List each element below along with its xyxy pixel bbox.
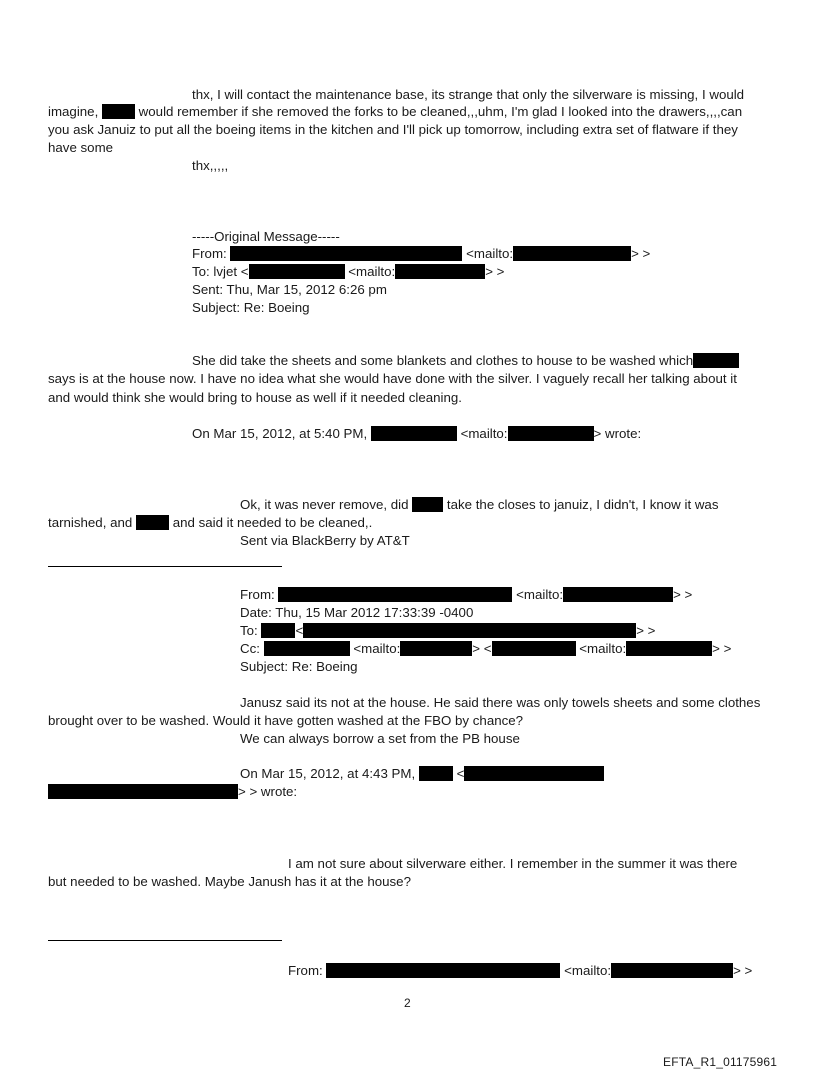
redaction-block (261, 623, 295, 638)
orig-from-line (192, 245, 650, 262)
document-id-footer: EFTA_R1_01175961 (663, 1055, 778, 1069)
reply4-line1: Janusz said its not at the house. He said there was only towels sheets and some clothes (240, 695, 761, 710)
h3-from-close: > > (733, 963, 753, 978)
redaction-block (48, 784, 238, 799)
h2-to-line (240, 622, 655, 639)
redaction-block (264, 641, 350, 656)
quote1-mailto: <mailto: (460, 426, 508, 441)
reply1-line3: you ask Januiz to put all the boeing items in the kitchen and I'll pick up tomorrow, including extra set of flatware if they (48, 122, 738, 137)
h2-cc-mid: > < (472, 641, 492, 656)
h2-cc-mailto-1: <mailto: (353, 641, 401, 656)
h2-cc-line (240, 640, 731, 657)
h2-cc-mailto-2: <mailto: (579, 641, 627, 656)
redaction-block (419, 766, 453, 781)
redaction-block (563, 587, 673, 602)
h2-cc-label: Cc: (240, 641, 260, 656)
h2-to-label: To: (240, 623, 258, 638)
h2-from-line (240, 586, 692, 603)
reply3-line1a: Ok, it was never remove, did (240, 497, 409, 512)
orig-from-close: > > (631, 246, 651, 261)
quote1-line (192, 425, 641, 442)
reply2-line1-text: She did take the sheets and some blankets and clothes to house to be washed which (192, 353, 694, 368)
original-message-divider: -----Original Message----- (192, 229, 340, 244)
redaction-block (508, 426, 594, 441)
redaction-block (611, 963, 733, 978)
h3-from-label: From: (288, 963, 323, 978)
orig-to-text: To: lvjet < (192, 264, 249, 279)
h2-cc-close: > > (712, 641, 732, 656)
reply4-line3: We can always borrow a set from the PB house (240, 731, 520, 746)
h2-subject: Subject: Re: Boeing (240, 659, 358, 674)
sent-via-blackberry: Sent via BlackBerry by AT&T (240, 533, 410, 548)
reply4-line2: brought over to be washed. Would it have gotten washed at the FBO by chance? (48, 713, 524, 728)
reply5-line2: but needed to be washed. Maybe Janush has it at the house? (48, 874, 411, 889)
reply1-line2b: would remember if she removed the forks to be cleaned,,,uhm, I'm glad I looked into the drawers,,,,can (138, 104, 743, 119)
orig-to-mailto: <mailto: (348, 264, 396, 279)
redaction-block (136, 515, 169, 530)
divider-line (48, 566, 282, 567)
reply3-line2b: and said it needed to be cleaned,. (172, 515, 373, 530)
h2-from-label: From: (240, 587, 275, 602)
redaction-block (278, 587, 512, 602)
reply3-line2 (48, 514, 372, 531)
orig-to-line (192, 263, 504, 280)
reply1-line4: have some (48, 140, 114, 155)
redaction-block (230, 246, 462, 261)
redaction-block (102, 104, 135, 119)
redaction-block (249, 264, 345, 279)
quote1-wrote: > wrote: (593, 426, 642, 441)
h2-to-close: > > (636, 623, 656, 638)
redaction-block (464, 766, 604, 781)
orig-from-label: From: (192, 246, 227, 261)
orig-to-close: > > (485, 264, 505, 279)
h2-from-mailto: <mailto: (516, 587, 564, 602)
reply2-line3: and would think she would bring to house as well if it needed cleaning. (48, 390, 462, 405)
quote2-wrote: > > wrote: (238, 784, 298, 799)
orig-subject: Subject: Re: Boeing (192, 300, 310, 315)
reply2-line1 (192, 352, 739, 369)
redaction-block (371, 426, 457, 441)
reply1-line2 (48, 103, 742, 120)
h3-from-mailto: <mailto: (564, 963, 612, 978)
h2-to-lt: < (295, 623, 304, 638)
h3-from-line (288, 962, 752, 979)
h2-date: Date: Thu, 15 Mar 2012 17:33:39 -0400 (240, 605, 474, 620)
reply3-line2a: tarnished, and (48, 515, 133, 530)
h2-from-close: > > (673, 587, 693, 602)
divider-line (48, 940, 282, 941)
redaction-block (303, 623, 636, 638)
reply2-line2: says is at the house now. I have no idea what she would have done with the silver. I vaguely recall her talking about it (48, 371, 737, 386)
redaction-block (400, 641, 472, 656)
redaction-block (412, 497, 443, 512)
reply3-line1 (240, 496, 718, 513)
orig-sent: Sent: Thu, Mar 15, 2012 6:26 pm (192, 282, 387, 297)
reply5-line1: I am not sure about silverware either. I remember in the summer it was there (288, 856, 738, 871)
redaction-block (492, 641, 576, 656)
reply3-line1b: take the closes to januiz, I didn't, I know it was (446, 497, 719, 512)
redaction-block (693, 353, 739, 368)
quote2-line2 (48, 783, 297, 800)
quote1-on: On Mar 15, 2012, at 5:40 PM, (192, 426, 368, 441)
redaction-block (395, 264, 485, 279)
page-number: 2 (404, 996, 411, 1010)
orig-from-mailto: <mailto: (466, 246, 514, 261)
quote2-on: On Mar 15, 2012, at 4:43 PM, (240, 766, 416, 781)
redaction-block (326, 963, 560, 978)
redaction-block (513, 246, 631, 261)
quote2-line1 (240, 765, 604, 782)
reply1-line1: thx, I will contact the maintenance base, its strange that only the silverware is missing, I would (192, 87, 745, 102)
quote2-lt: < (456, 766, 465, 781)
redaction-block (626, 641, 712, 656)
reply1-signoff: thx,,,,, (192, 158, 229, 173)
reply1-line2a: imagine, (48, 104, 99, 119)
